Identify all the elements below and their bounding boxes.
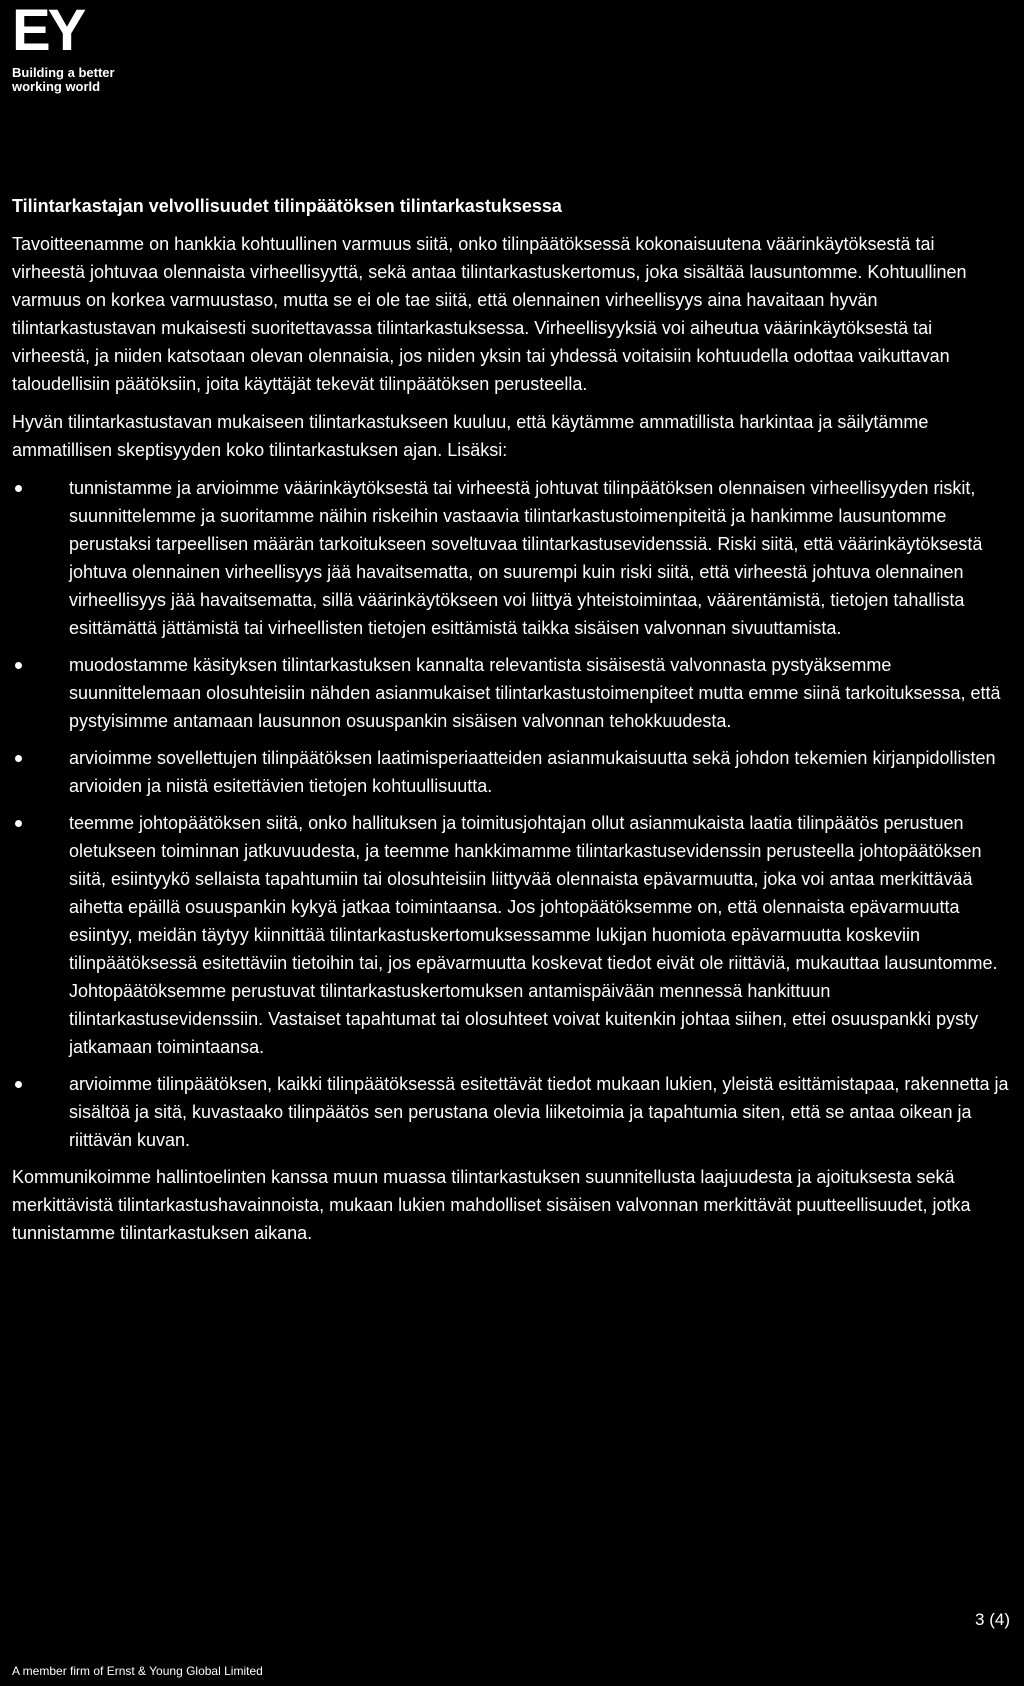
list-item-text: arvioimme tilinpäätöksen, kaikki tilinpäätöksessä esitettävät tiedot mukaan lukien, yleistä esittämistapaa, rakennetta ja sisältöä ja sitä, kuvastaako tilinpäätös sen perustana olevia liiketoimia ja tapahtumia siten, että se antaa oikean ja riittävän kuvan. [69,1074,1009,1150]
ey-logo [12,2,212,94]
list-item [12,809,1012,1061]
ey-logo-tagline: Building a better working world [12,65,115,94]
list-item [12,651,1012,735]
list-item-text: teemme johtopäätöksen siitä, onko hallituksen ja toimitusjohtajan ollut asianmukaista laatia tilinpäätös perustuen oletukseen toiminnan jatkuvuudesta, ja teemme hankkimamme tilintarkastusevidenssin perusteella johtopäätöksen siitä, esiintyykö sellaista tapahtumiin tai olosuhteisiin liittyvää olennaista epävarmuutta, joka voi antaa merkittävää aihetta epäillä osuuspankin kykyä jatkaa toimintaansa. Jos johtopäätöksemme on, että olennaista epävarmuutta esiintyy, meidän täytyy kiinnittää tilintarkastuskertomuksessamme lukijan huomiota epävarmuutta koskeviin tilinpäätöksessä esitettäviin tietoihin tai, jos epävarmuutta koskevat tiedot eivät ole riittäviä, mukauttaa lausuntomme. Johtopäätöksemme perustuvat tilintarkastuskertomuksen antamispäivään mennessä hankittuun tilintarkastusevidenssiin. Vastaiset tapahtumat tai olosuhteet voivat kuitenkin johtaa siihen, ettei osuuspankki pysty jatkamaan toimintaansa. [69,813,998,1057]
list-item [12,744,1012,800]
page-number: 3 (4) [975,1610,1010,1629]
list-item [12,474,1012,642]
ey-logo-mark: EY [12,0,84,63]
footer-text: A member firm of Ernst & Young Global Limited [12,1664,263,1678]
list-item-text: muodostamme käsityksen tilintarkastuksen kannalta relevantista sisäisestä valvonnasta pystyäksemme suunnittelemaan olosuhteisiin nähden asianmukaiset tilintarkastustoimenpiteet mutta emme siinä tarkoituksessa, että pystyisimme antamaan lausunnon osuuspankin sisäisen valvonnan tehokkuudesta. [69,655,1001,731]
paragraph-communication: Kommunikoimme hallintoelinten kanssa muun muassa tilintarkastuksen suunnitellusta laajuudesta ja ajoituksesta sekä merkittävistä tilintarkastushavainnoista, mukaan lukien mahdolliset sisäisen valvonnan merkittävät puutteellisuudet, jotka tunnistamme tilintarkastuksen aikana. [12,1167,971,1243]
bullet-icon [15,755,22,762]
document-body [12,192,1012,1257]
bullet-icon [15,820,22,827]
list-item [12,1070,1012,1154]
bullet-icon [15,662,22,669]
section-heading: Tilintarkastajan velvollisuudet tilinpäätöksen tilintarkastuksessa [12,196,562,216]
paragraph-audit-practice: Hyvän tilintarkastustavan mukaiseen tilintarkastukseen kuuluu, että käytämme ammatillista harkintaa ja säilytämme ammatillisen skeptisyyden koko tilintarkastuksen ajan. Lisäksi: [12,412,929,460]
bullet-icon [15,1081,22,1088]
responsibilities-list [12,474,1012,1154]
paragraph-objectives: Tavoitteenamme on hankkia kohtuullinen varmuus siitä, onko tilinpäätöksessä kokonaisuutena väärinkäytöksestä tai virheestä johtuvaa olennaista virheellisyyttä, sekä antaa tilintarkastuskertomus, joka sisältää lausuntomme. Kohtuullinen varmuus on korkea varmuustaso, mutta se ei ole tae siitä, että olennainen virheellisyys aina havaitaan hyvän tilintarkastustavan mukaisesti suoritettavassa tilintarkastuksessa. Virheellisyyksiä voi aiheutua väärinkäytöksestä tai virheestä, ja niiden katsotaan olevan olennaisia, jos niiden yksin tai yhdessä voitaisiin kohtuudella odottaa vaikuttavan taloudellisiin päätöksiin, joita käyttäjät tekevät tilinpäätöksen perusteella. [12,234,967,394]
list-item-text: arvioimme sovellettujen tilinpäätöksen laatimisperiaatteiden asianmukaisuutta sekä johdon tekemien kirjanpidollisten arvioiden ja niistä esitettävien tietojen kohtuullisuutta. [69,748,996,796]
bullet-icon [15,485,22,492]
list-item-text: tunnistamme ja arvioimme väärinkäytöksestä tai virheestä johtuvat tilinpäätöksen olennaisen virheellisyyden riskit, suunnittelemme ja suoritamme näihin riskeihin vastaavia tilintarkastustoimenpiteitä ja hankimme lausuntomme perustaksi tarpeellisen määrän tarkoitukseen soveltuvaa tilintarkastusevidenssiä. Riski siitä, että väärinkäytöksestä johtuva olennainen virheellisyys jää havaitsematta, on suurempi kuin riski siitä, että virheestä johtuva olennainen virheellisyys jää havaitsematta, sillä väärinkäytökseen voi liittyä yhteistoimintaa, väärentämistä, tietojen tahallista esittämättä jättämistä tai virheellisten tietojen esittämistä taikka sisäisen valvonnan sivuuttamista. [69,478,983,638]
